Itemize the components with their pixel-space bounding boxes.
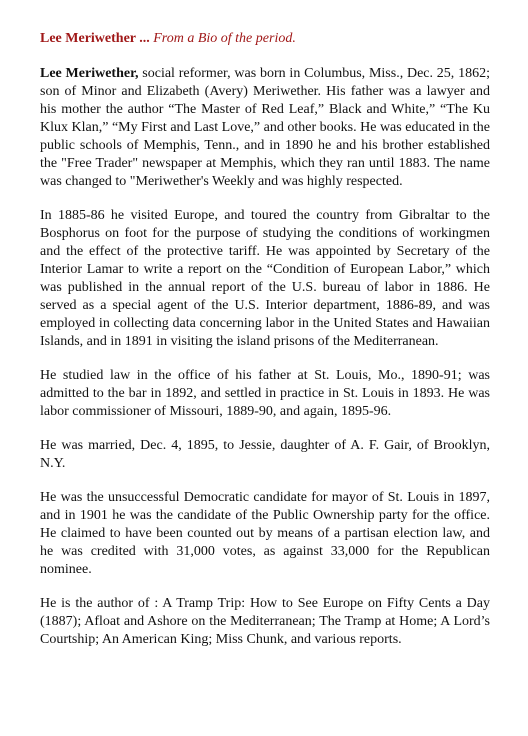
paragraph-text: In 1885-86 he visited Europe, and toured the country from Gibraltar to the Bosphorus on foot for the purpose of studying the conditions of workingmen and the effect of the protective tariff. He was appointed by Secretary of the Interior Lamar to write a report on the “Condition of European Labor,” which was published in the annual report of the U.S. bureau of labor in 1886. He served as a special agent of the U.S. Interior department, 1886-89, and was employed in collecting data concerning labor in the United States and Hawaiian Islands, and in 1891 in visiting the island prisons of the Mediterranean. <box>40 208 490 349</box>
paragraph-law-career <box>40 367 490 421</box>
paragraph-text: social reformer, was born in Columbus, Miss., Dec. 25, 1862; son of Minor and Elizabeth (Avery) Meriwether. His father was a lawyer and his mother the author “The Master of Red Leaf,” Black and White,” “The Ku Klux Klan,” “My First and Last Love,” and other books. He was educated in the public schools of Memphis, Tenn., and in 1890 he and his brother established the "Free Trader" newspaper at Memphis, which they ran until 1883. The name was changed to "Meriwether's Weekly and was highly respected. <box>40 66 490 189</box>
paragraph-biography-intro <box>40 65 490 191</box>
paragraph-text: He was the unsuccessful Democratic candidate for mayor of St. Louis in 1897, and in 1901 he was the candidate of the Public Ownership party for the office. He claimed to have been counted out by means of a partisan election law, and he was credited with 31,000 votes, as against 33,000 for the Republican nominee. <box>40 490 490 577</box>
paragraph-mayor-campaign <box>40 489 490 579</box>
page-heading <box>40 30 490 48</box>
paragraph-europe-travel <box>40 207 490 351</box>
paragraph-text: He was married, Dec. 4, 1895, to Jessie, daughter of A. F. Gair, of Brooklyn, N.Y. <box>40 438 490 471</box>
document-body <box>40 30 490 665</box>
paragraph-text: He studied law in the office of his father at St. Louis, Mo., 1890-91; was admitted to the bar in 1892, and settled in practice in St. Louis in 1893. He was labor commissioner of Missouri, 1889-90, and again, 1895-96. <box>40 368 490 419</box>
paragraph-publications <box>40 595 490 649</box>
paragraph-text: He is the author of : A Tramp Trip: How to See Europe on Fifty Cents a Day (1887); Afloat and Ashore on the Mediterranean; The Tramp at Home; A Lord’s Courtship; An American King; Miss Chunk, and various reports. <box>40 596 490 647</box>
heading-name: Lee Meriwether ... <box>40 31 150 46</box>
heading-subtitle: From a Bio of the period. <box>153 31 296 46</box>
paragraph-lead-name: Lee Meriwether, <box>40 66 139 81</box>
paragraph-marriage <box>40 437 490 473</box>
